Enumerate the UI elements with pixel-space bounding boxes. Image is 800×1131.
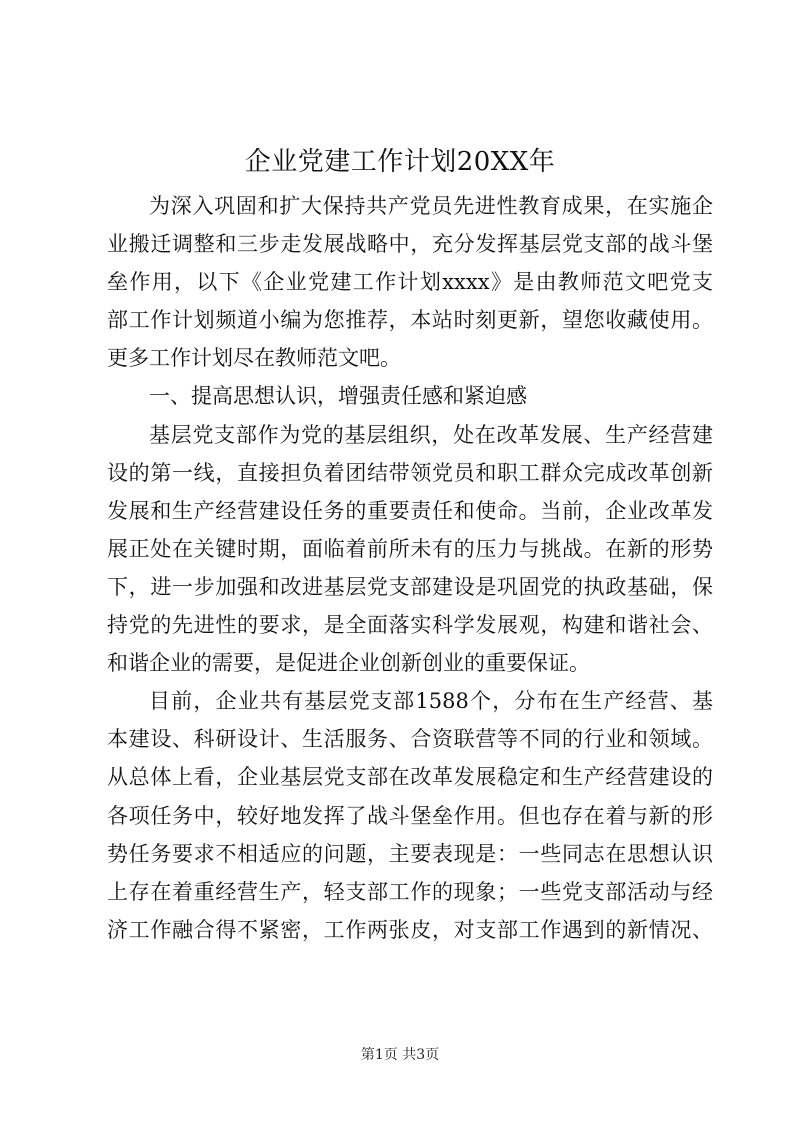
body-line: 发展和生产经营建设任务的重要责任和使命。当前，企业改革发	[107, 498, 713, 523]
body-line: 济工作融合得不紧密，工作两张皮，对支部工作遇到的新情况、	[107, 917, 713, 942]
body-line: 目前，企业共有基层党支部1588个，分布在生产经营、基	[149, 689, 713, 714]
body-line: 展正处在关键时期，面临着前所未有的压力与挑战。在新的形势	[107, 536, 713, 561]
document-title: 企业党建工作计划20XX年	[244, 147, 556, 177]
body-line: 下，进一步加强和改进基层党支部建设是巩固党的执政基础，保	[107, 574, 713, 599]
body-line: 势任务要求不相适应的问题，主要表现是：一些同志在思想认识	[107, 841, 713, 866]
body-line: 部工作计划频道小编为您推荐，本站时刻更新，望您收藏使用。	[107, 308, 713, 333]
body-line: 持党的先进性的要求，是全面落实科学发展观，构建和谐社会、	[107, 613, 713, 638]
body-line: 为深入巩固和扩大保持共产党员先进性教育成果，在实施企	[149, 194, 713, 218]
body-line: 基层党支部作为党的基层组织，处在改革发展、生产经营建	[149, 422, 713, 447]
body-line: 本建设、科研设计、生活服务、合资联营等不同的行业和领域。	[107, 727, 713, 752]
document-body	[107, 187, 713, 949]
body-line: 和谐企业的需要，是促进企业创新创业的重要保证。	[107, 651, 590, 676]
body-line: 各项任务中，较好地发挥了战斗堡垒作用。但也存在着与新的形	[107, 803, 713, 828]
page-number-footer: 第1页 共3页	[360, 1047, 440, 1063]
body-line: 业搬迁调整和三步走发展战略中，充分发挥基层党支部的战斗堡	[107, 232, 713, 257]
body-line: 设的第一线，直接担负着团结带领党员和职工群众完成改革创新	[107, 460, 713, 485]
body-line: 从总体上看，企业基层党支部在改革发展稳定和生产经营建设的	[107, 765, 713, 790]
body-line: 上存在着重经营生产，轻支部工作的现象；一些党支部活动与经	[107, 879, 713, 904]
body-line: 更多工作计划尽在教师范文吧。	[107, 346, 401, 371]
body-line: 一、提高思想认识，增强责任感和紧迫感	[149, 384, 527, 409]
body-line: 垒作用，以下《企业党建工作计划xxxx》是由教师范文吧党支	[107, 270, 713, 295]
